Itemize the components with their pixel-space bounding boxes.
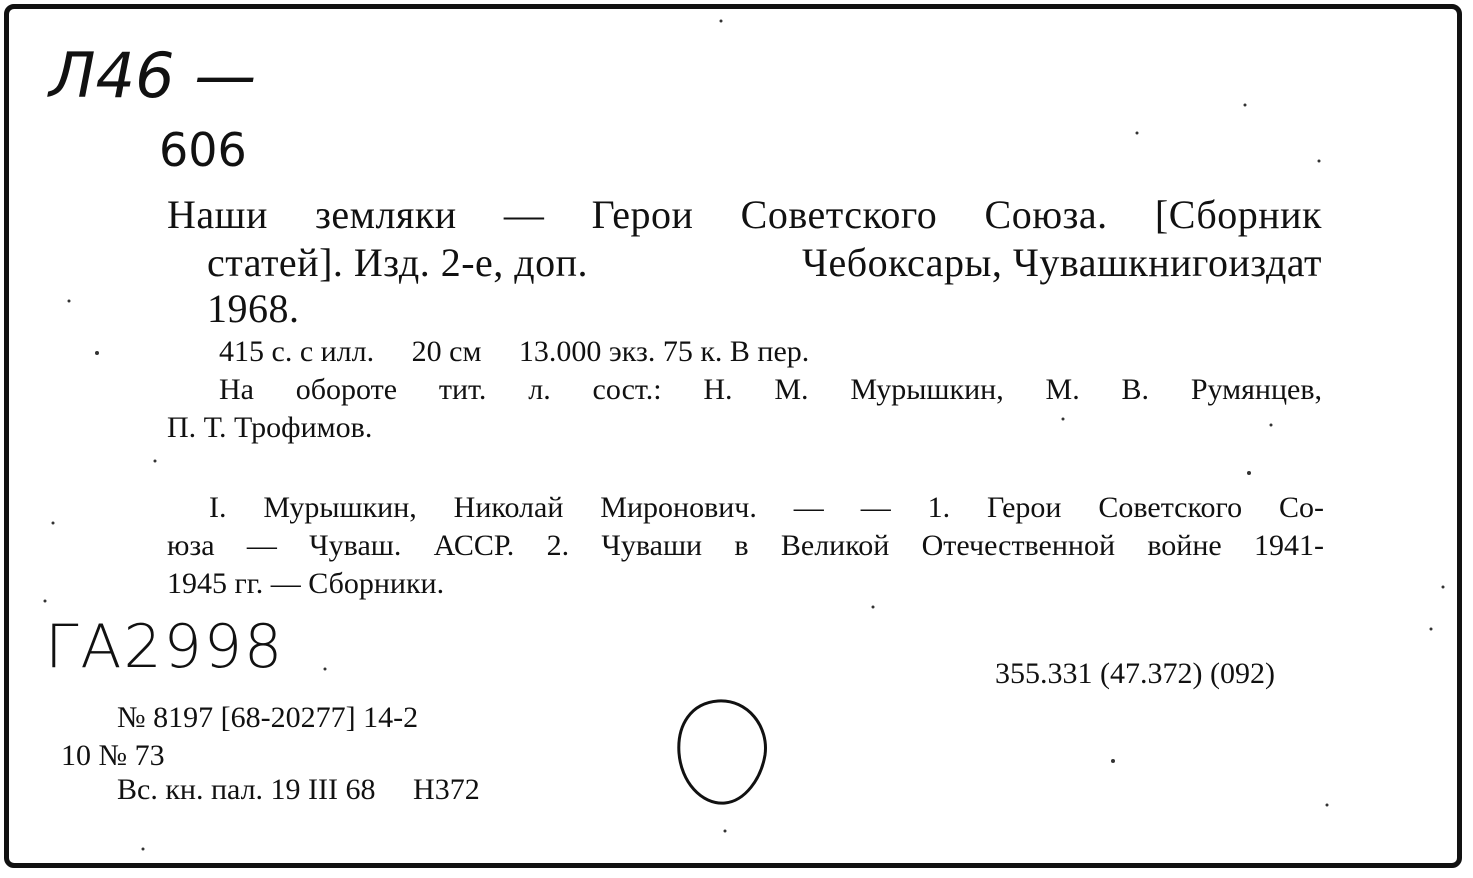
card-number: № 8197 [68-20277] 14-2 [117,701,419,734]
entry-note-line-1: На обороте тит. л. сост.: Н. М. Мурышкин, М. В. Румянцев, [219,373,1322,406]
entry-publisher: Чебоксары, Чувашкнигоиздат [801,240,1322,285]
tracing-line-1: I. Мурышкин, Николай Миронович. — — 1. Герои Советского Со- [209,491,1324,524]
entry-year: 1968. [207,286,300,331]
catalog-card [4,4,1462,868]
entry-note-line-2: П. Т. Трофимов. [167,411,373,444]
classification-index: 355.331 (47.372) (092) [995,657,1275,690]
series-number: 10 № 73 [61,739,165,772]
entry-physical-description: 415 с. с илл. 20 см 13.000 экз. 75 к. В пер. [219,335,810,368]
entry-edition: статей]. Изд. 2-е, доп. [207,240,589,285]
inventory-number: ГА2998 [45,612,285,682]
shelf-mark-bottom: 606 [159,123,247,177]
scan-speckles [9,9,1467,873]
shelf-mark-top: Л46 — [49,39,257,112]
tracing-line-3: 1945 гг. — Сборники. [167,567,445,600]
book-chamber-line: Вс. кн. пал. 19 III 68 Н372 [117,773,480,806]
entry-title-line: Наши земляки — Герои Советского Союза. [Сборник [167,192,1322,237]
tracing-line-2: юза — Чуваш. АССР. 2. Чуваши в Великой Отечественной войне 1941- [167,529,1324,562]
